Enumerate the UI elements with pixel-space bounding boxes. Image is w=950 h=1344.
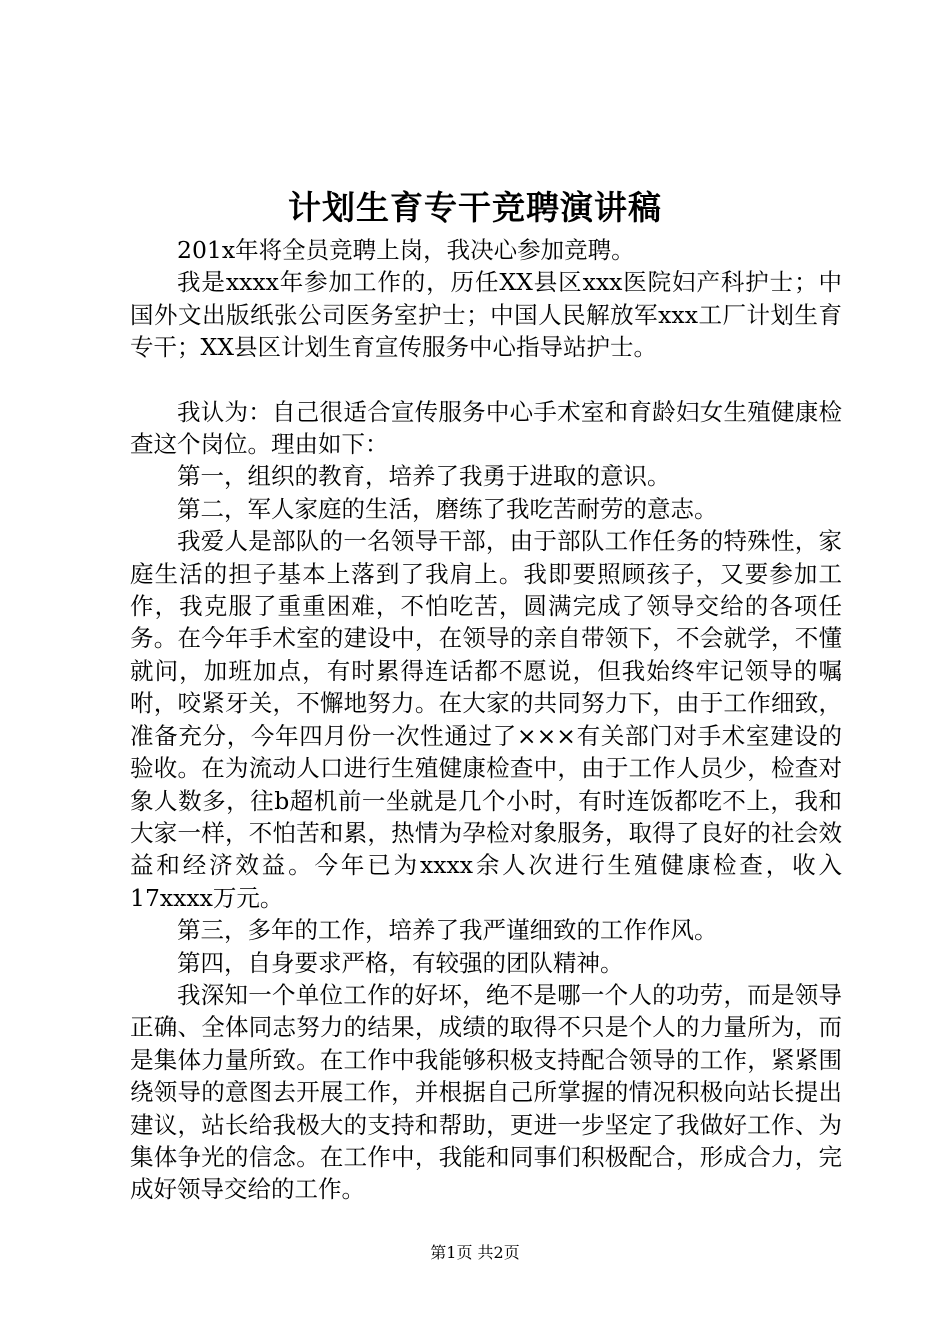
paragraph-point-four: 第四，自身要求严格，有较强的团队精神。 xyxy=(177,948,624,977)
paragraph-intro: 201x年将全员竞聘上岗，我决心参加竞聘。 xyxy=(177,236,635,264)
paragraph-point-one: 第一，组织的教育，培养了我勇于进取的意识。 xyxy=(177,462,671,491)
document-title: 计划生育专干竞聘演讲稿 xyxy=(288,188,662,227)
paragraph-point-three: 第三，多年的工作，培养了我严谨细致的工作作风。 xyxy=(177,916,718,945)
page-number-footer: 第1页 共2页 xyxy=(430,1243,520,1262)
paragraph-family-detail: 我爱人是部队的一名领导干部，由于部队工作任务的特殊性，家庭生活的担子基本上落到了我肩上。我即要照顾孩子，又要参加工作，我克服了重重困难，不怕吃苦，圆满完成了领导交给的各项任务。在今年手术室的建设中，在领导的亲自带领下，不会就学，不懂就问，加班加点，有时累得连话都不愿说，但我始终牢记领导的嘱咐，咬紧牙关，不懈地努力。在大家的共同努力下，由于工作细致，准备充分，今年四月份一次性通过了×××有关部门对手术室建设的验收。在为流动人口进行生殖健康检查中，由于工作人员少，检查对象人数多，往b超机前一坐就是几个小时，有时连饭都吃不上，我和大家一样，不怕苦和累，热情为孕检对象服务，取得了良好的社会效益和经济效益。今年已为xxxx余人次进行生殖健康检查，收入17xxxx万元。 xyxy=(130,527,842,912)
paragraph-work-history: 我是xxxx年参加工作的，历任XX县区xxx医院妇产科护士；中国外文出版纸张公司医务室护士；中国人民解放军xxx工厂计划生育专干；XX县区计划生育宣传服务中心指导站护士。 xyxy=(130,268,842,362)
paragraph-teamwork-detail: 我深知一个单位工作的好坏，绝不是哪一个人的功劳，而是领导正确、全体同志努力的结果，成绩的取得不只是个人的力量所为，而是集体力量所致。在工作中我能够积极支持配合领导的工作，紧紧围绕领导的意图去开展工作，并根据自己所掌握的情况积极向站长提出建议，站长给我极大的支持和帮助，更进一步坚定了我做好工作、为集体争光的信念。在工作中，我能和同事们积极配合，形成合力，完成好领导交给的工作。 xyxy=(130,980,842,1204)
paragraph-point-two: 第二，军人家庭的生活，磨练了我吃苦耐劳的意志。 xyxy=(177,494,718,523)
document-body xyxy=(130,234,842,1206)
paragraph-position-reason: 我认为：自己很适合宣传服务中心手术室和育龄妇女生殖健康检查这个岗位。理由如下： xyxy=(130,397,842,459)
